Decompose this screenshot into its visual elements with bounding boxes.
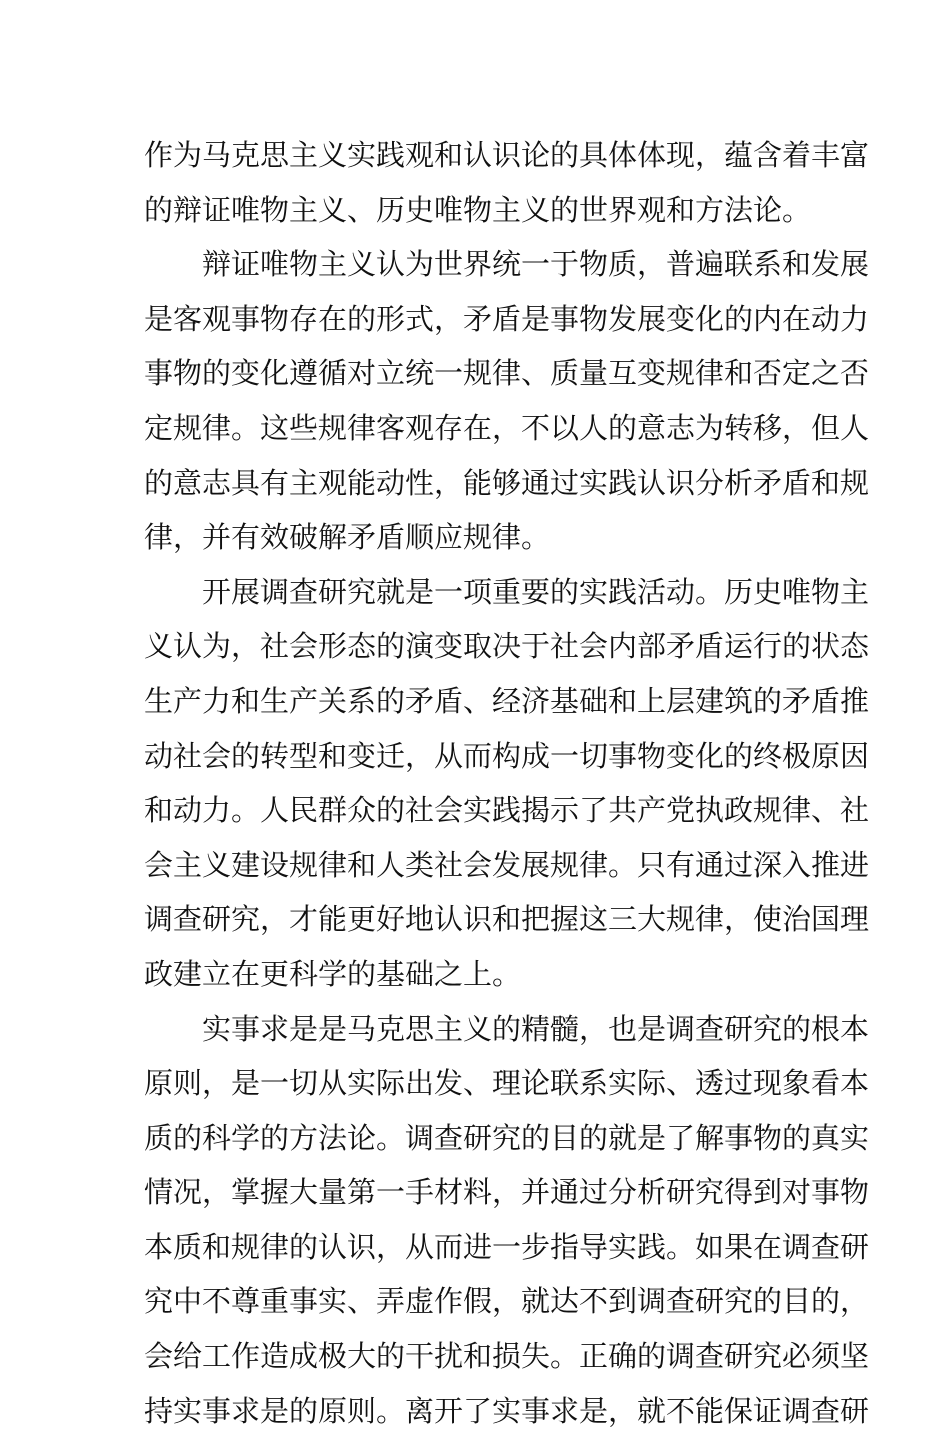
paragraph-3-line-1: 开展调查研究就是一项重要的实践活动。历史唯物主 [202, 574, 870, 609]
paragraph-4-line-7: 会给工作造成极大的干扰和损失。正确的调查研究必须坚 [144, 1339, 870, 1374]
paragraph-4-line-3: 质的科学的方法论。调查研究的目的就是了解事物的真实 [144, 1120, 870, 1155]
paragraph-3-line-6: 会主义建设规律和人类社会发展规律。只有通过深入推进 [144, 847, 870, 882]
body-text [144, 128, 870, 1438]
paragraph-2-line-2: 是客观事物存在的形式，矛盾是事物发展变化的内在动力 [144, 301, 870, 336]
paragraph-2-line-4: 定规律。这些规律客观存在，不以人的意志为转移，但人 [144, 410, 870, 445]
paragraph-3-line-4: 动社会的转型和变迁，从而构成一切事物变化的终极原因 [144, 738, 870, 773]
paragraph-3-line-3: 生产力和生产关系的矛盾、经济基础和上层建筑的矛盾推 [144, 683, 870, 718]
paragraph-1-line-2: 的辩证唯物主义、历史唯物主义的世界观和方法论。 [144, 192, 812, 227]
paragraph-4-line-6: 究中不尊重事实、弄虚作假，就达不到调查研究的目的， [144, 1284, 870, 1319]
paragraph-4-line-5: 本质和规律的认识，从而进一步指导实践。如果在调查研 [144, 1229, 870, 1264]
paragraph-4-line-1: 实事求是是马克思主义的精髓，也是调查研究的根本 [202, 1011, 870, 1046]
paragraph-4-line-2: 原则，是一切从实际出发、理论联系实际、透过现象看本 [144, 1066, 870, 1101]
paragraph-3-line-7: 调查研究，才能更好地认识和把握这三大规律，使治国理 [144, 902, 870, 937]
paragraph-4-line-8: 持实事求是的原则。离开了实事求是，就不能保证调查研 [144, 1393, 870, 1428]
paragraph-3-line-5: 和动力。人民群众的社会实践揭示了共产党执政规律、社 [144, 793, 870, 828]
paragraph-3-line-2: 义认为，社会形态的演变取决于社会内部矛盾运行的状态 [144, 629, 870, 664]
paragraph-2-line-1: 辩证唯物主义认为世界统一于物质，普遍联系和发展 [202, 247, 870, 282]
paragraph-3-line-8: 政建立在更科学的基础之上。 [144, 956, 522, 991]
paragraph-4-line-4: 情况，掌握大量第一手材料，并通过分析研究得到对事物 [144, 1175, 870, 1210]
paragraph-2-line-5: 的意志具有主观能动性，能够通过实践认识分析矛盾和规 [144, 465, 870, 500]
paragraph-2-line-6: 律，并有效破解矛盾顺应规律。 [144, 520, 551, 555]
paragraph-1-line-1: 作为马克思主义实践观和认识论的具体体现，蕴含着丰富 [144, 138, 870, 172]
paragraph-2-line-3: 事物的变化遵循对立统一规律、质量互变规律和否定之否 [144, 356, 870, 391]
